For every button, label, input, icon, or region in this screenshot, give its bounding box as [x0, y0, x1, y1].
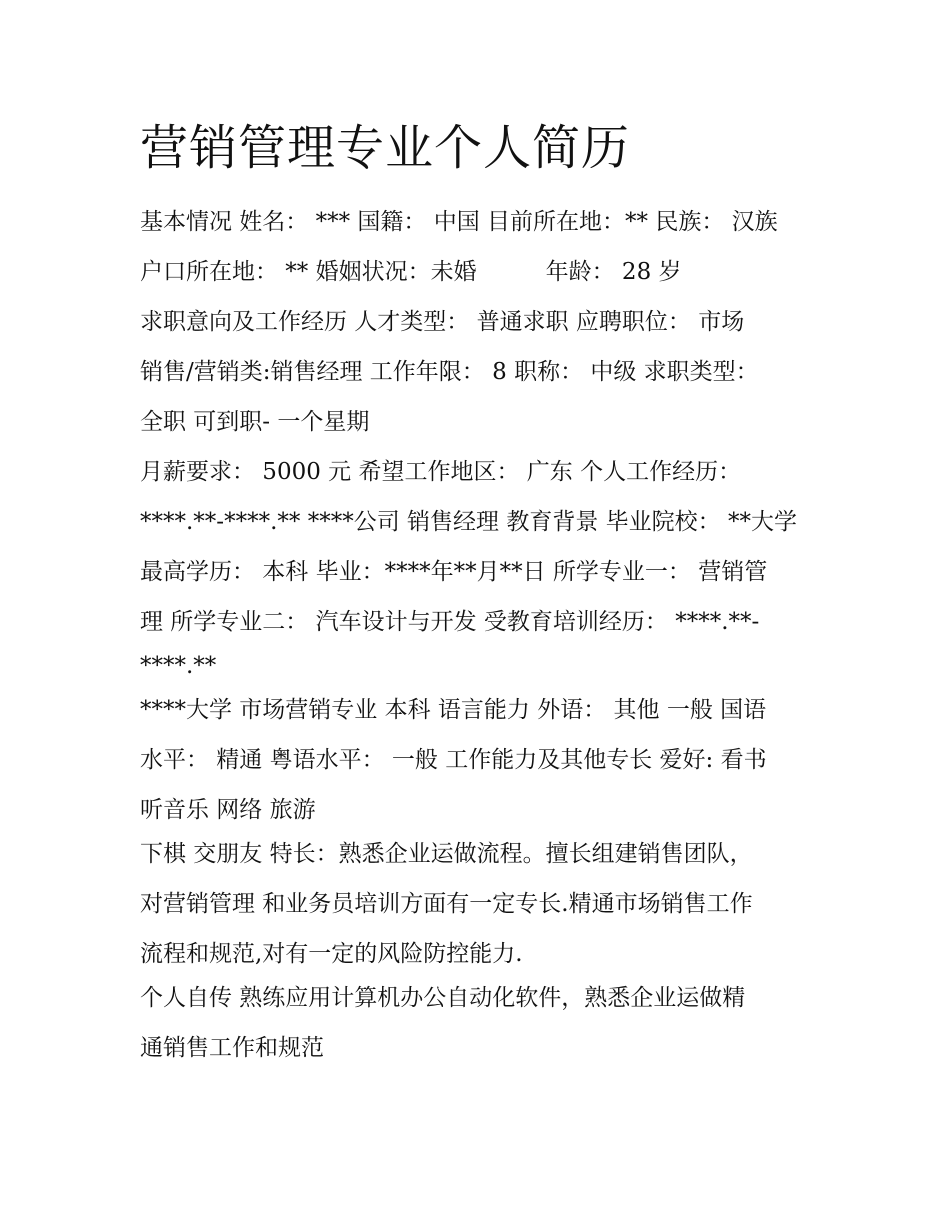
text-line-household: 户口所在地： ** 婚姻状况：未婚 年龄： 28 岁	[140, 259, 682, 285]
text-line-availability: 全职 可到职- 一个星期	[140, 409, 370, 435]
text-line-work-history: ****.**-****.** ****公司 销售经理 教育背景 毕业院校： **大学	[140, 509, 797, 535]
text-line-process: 流程和规范,对有一定的风险防控能力.	[140, 941, 523, 967]
text-line-sales-norms: 通销售工作和规范	[140, 1035, 324, 1061]
text-line-training-date: ****.**	[140, 653, 217, 679]
text-line-education: 最高学历： 本科 毕业：****年**月**日 所学专业一： 营销管	[140, 559, 768, 585]
text-line-job-intention: 求职意向及工作经历 人才类型： 普通求职 应聘职位： 市场	[140, 309, 745, 335]
text-line-major: 理 所学专业二： 汽车设计与开发 受教育培训经历： ****.**-	[140, 609, 760, 635]
page-title: 营销管理专业个人简历	[140, 120, 631, 176]
resume-body	[140, 202, 820, 1078]
text-line-salary: 月薪要求： 5000 元 希望工作地区： 广东 个人工作经历：	[140, 459, 742, 485]
text-line-hobbies: 听音乐 网络 旅游	[140, 797, 316, 823]
text-line-management: 对营销管理 和业务员培训方面有一定专长.精通市场销售工作	[140, 891, 753, 917]
text-line-language: ****大学 市场营销专业 本科 语言能力 外语： 其他 一般 国语	[140, 697, 767, 723]
text-line-basic-info: 基本情况 姓名： *** 国籍： 中国 目前所在地：** 民族： 汉族	[140, 209, 778, 235]
text-line-position: 销售/营销类:销售经理 工作年限： 8 职称： 中级 求职类型：	[140, 359, 759, 385]
text-line-specialty: 下棋 交朋友 特长：熟悉企业运做流程。擅长组建销售团队，	[140, 841, 753, 867]
text-line-skills: 水平： 精通 粤语水平： 一般 工作能力及其他专长 爱好: 看书	[140, 747, 767, 773]
text-line-self-intro: 个人自传 熟练应用计算机办公自动化软件，熟悉企业运做精	[140, 985, 746, 1011]
